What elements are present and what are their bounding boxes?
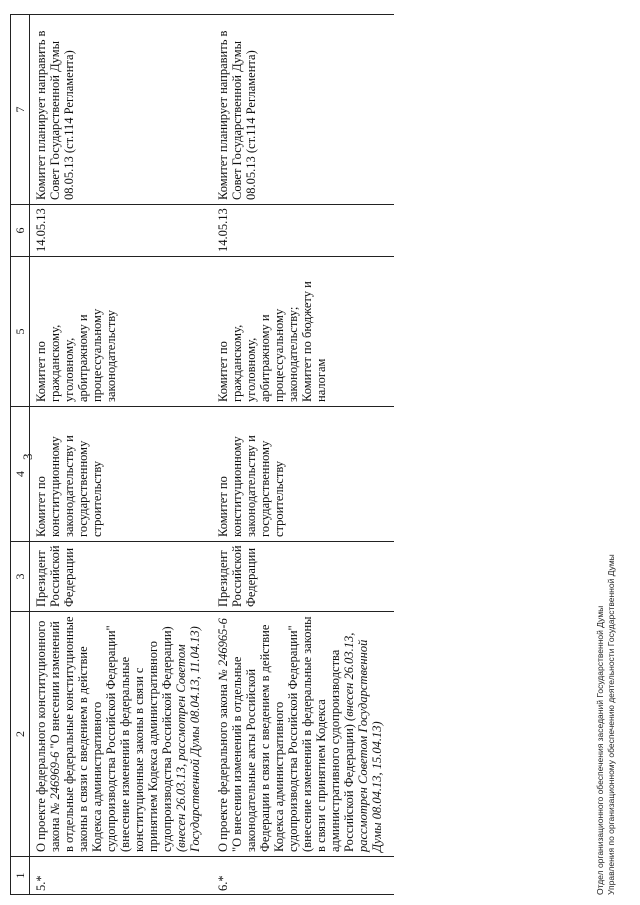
table-row: [212, 15, 394, 895]
bill-note: (внесен 26.03.13, рассмотрен Советом Государственной Думы 08.04.13, 15.04.13): [342, 632, 384, 852]
footer: [595, 554, 617, 895]
bill-title-prefix: О проекте федерального конституционного закона: [34, 620, 62, 852]
column-header: 5: [11, 257, 30, 407]
bill-title-text: "О внесении изменений в отдельные законодательные акты Российской Федерации в связи с введением в действие Кодекса административного судопроизводства Российской Федерации" (внесение изменений в федеральные законы в связи с принятием Кодекса административного судопроизводства Российской Федерации): [230, 616, 356, 852]
page-number: 3: [20, 453, 35, 460]
responsible-committee-cell: Комитет по конституционному законодательству и государственному строительству: [30, 407, 213, 542]
column-header: 3: [11, 542, 30, 612]
bill-note: (внесен 26.03.13, рассмотрен Советом Государственной Думы 08.04.13, 11.04.13): [174, 626, 202, 852]
column-header: 6: [11, 205, 30, 257]
date-cell: 14.05.13: [30, 205, 213, 257]
bill-title-prefix: О проекте федерального закона: [216, 681, 230, 852]
column-header: 1: [11, 857, 30, 895]
bill-title-cell: [30, 612, 213, 857]
header-row: [11, 15, 30, 895]
bill-number: № 246969-6: [48, 751, 62, 815]
bill-number: № 246965-6: [216, 618, 230, 681]
responsible-committee-cell: Комитет по конституционному законодательству и государственному строительству: [212, 407, 394, 542]
bill-title-cell: [212, 612, 394, 857]
co-executor-cell: Комитет по гражданскому, уголовному, арбитражному и процессуальному законодательству; Комитет по бюджету и налогам: [212, 257, 394, 407]
table-row: [30, 15, 213, 895]
initiator-cell: Президент Российской Федерации: [212, 542, 394, 612]
column-header: 2: [11, 612, 30, 857]
row-number: 6.*: [212, 857, 394, 895]
co-executor-cell: Комитет по гражданскому, уголовному, арбитражному и процессуальному законодательству: [30, 257, 213, 407]
bill-title-text: "О внесении изменений в отдельные федеральные конституционные законы в связи с введением в действие Кодекса административного судопроизводства Российской Федерации" (внесение изменений в федеральные конституционные законы в связи с принятием Кодекса административного судопроизводства Российской Федерации): [48, 616, 174, 852]
row-number: 5.*: [30, 857, 213, 895]
column-header: 4: [11, 407, 30, 542]
column-header: 7: [11, 15, 30, 205]
agenda-table: [10, 14, 394, 895]
footer-line: Управления по организационному обеспечению деятельности Государственной Думы: [606, 554, 616, 895]
initiator-cell: Президент Российской Федерации: [30, 542, 213, 612]
plan-cell: Комитет планирует направить в Совет Государственной Думы 08.05.13 (ст.114 Регламента): [212, 15, 394, 205]
plan-cell: Комитет планирует направить в Совет Государственной Думы 08.05.13 (ст.114 Регламента): [30, 15, 213, 205]
date-cell: 14.05.13: [212, 205, 394, 257]
footer-line: Отдел организационного обеспечения заседаний Государственной Думы: [595, 605, 605, 895]
